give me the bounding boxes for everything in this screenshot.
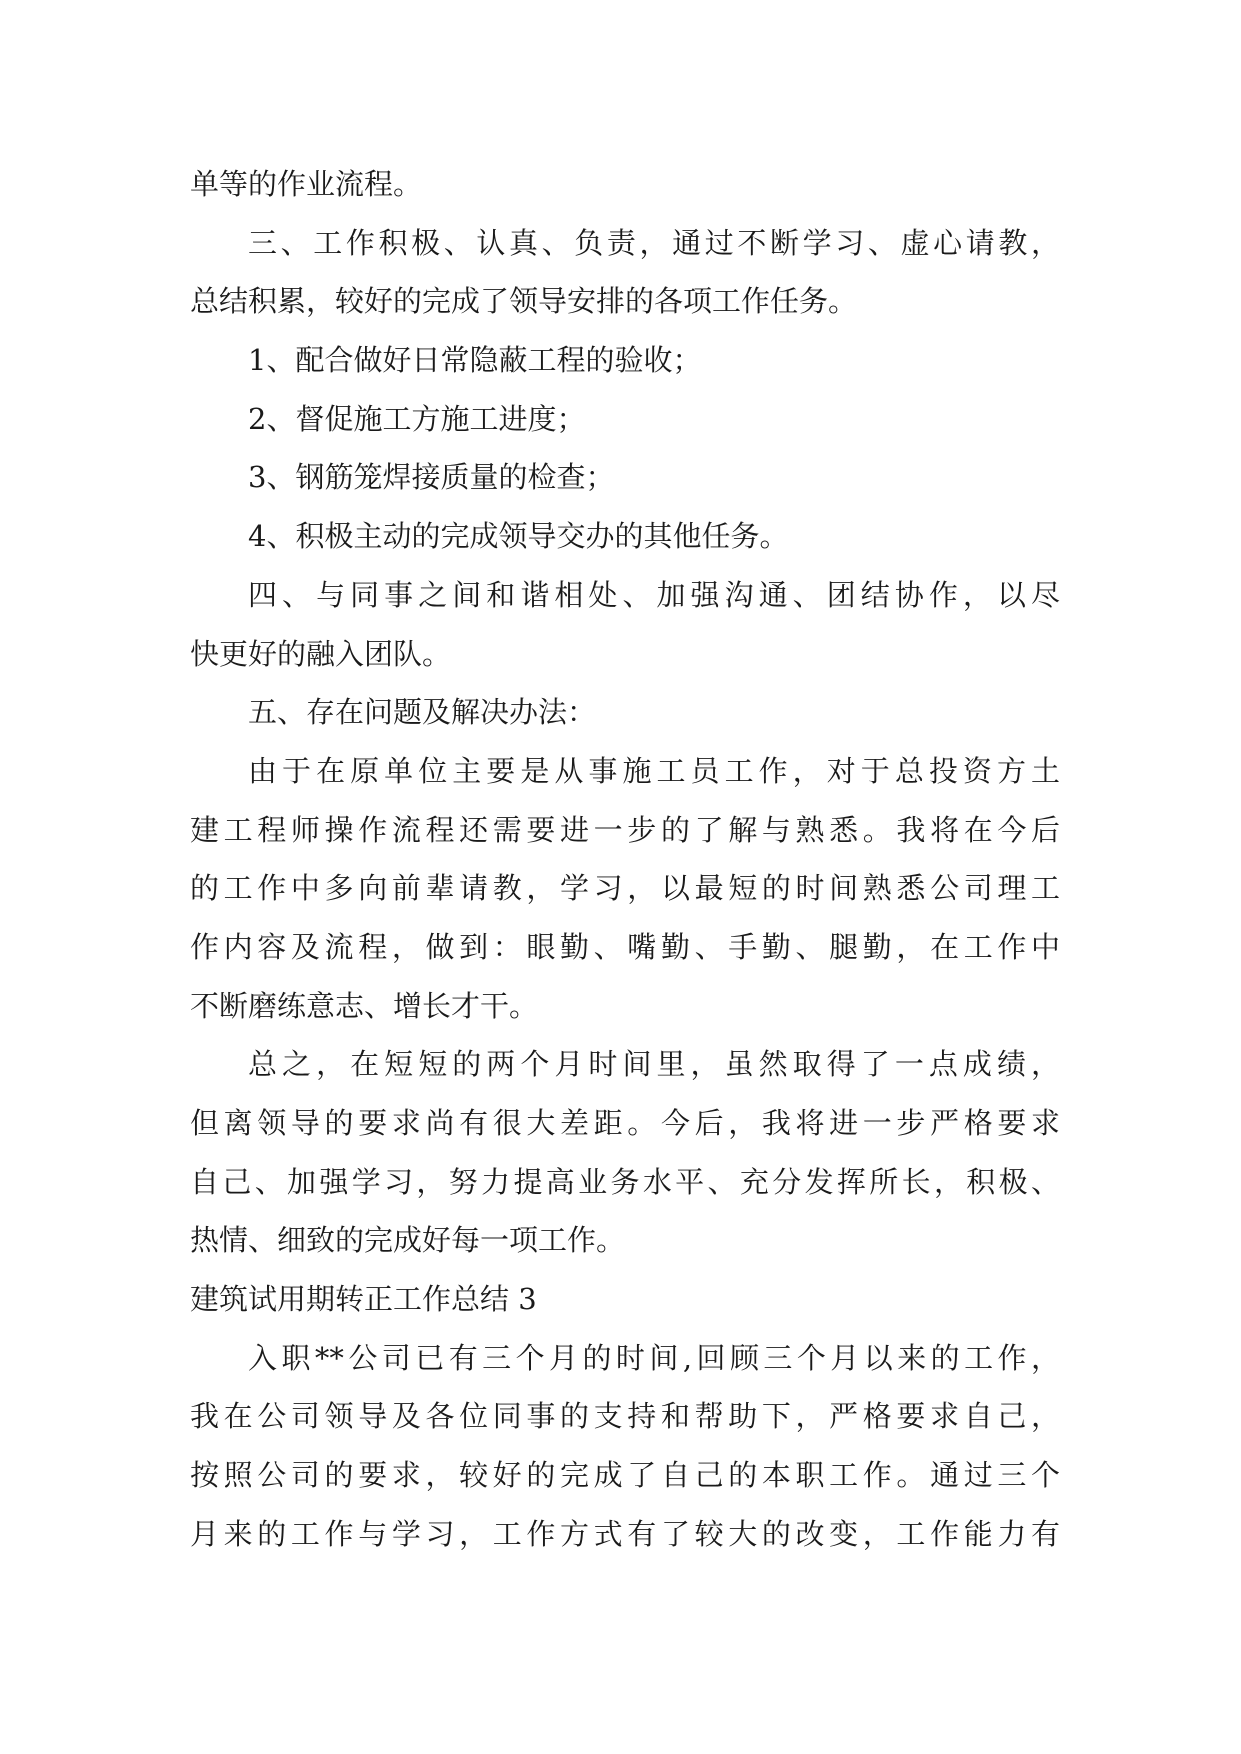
body-line: 作内容及流程，做到：眼勤、嘴勤、手勤、腿勤，在工作中 bbox=[190, 929, 1060, 964]
document-body bbox=[190, 155, 1060, 1564]
body-line: 月来的工作与学习，工作方式有了较大的改变，工作能力有 bbox=[190, 1516, 1060, 1551]
body-line: 的工作中多向前辈请教，学习，以最短的时间熟悉公司理工 bbox=[190, 871, 1060, 906]
body-line: 建工程师操作流程还需要进一步的了解与熟悉。我将在今后 bbox=[190, 812, 1060, 847]
body-line: 由于在原单位主要是从事施工员工作，对于总投资方土 bbox=[248, 753, 1060, 788]
body-line: 三、工作积极、认真、负责，通过不断学习、虚心请教， bbox=[248, 225, 1060, 260]
list-item: 2、督促施工方施工进度； bbox=[248, 401, 586, 436]
body-line: 自己、加强学习，努力提高业务水平、充分发挥所长，积极、 bbox=[190, 1164, 1060, 1199]
body-line: 总之，在短短的两个月时间里，虽然取得了一点成绩， bbox=[248, 1047, 1060, 1082]
body-line: 快更好的融入团队。 bbox=[190, 636, 452, 671]
list-item: 3、钢筋笼焊接质量的检查； bbox=[248, 460, 615, 495]
list-item: 4、积极主动的完成领导交办的其他任务。 bbox=[248, 519, 789, 554]
body-line: 但离领导的要求尚有很大差距。今后，我将进一步严格要求 bbox=[190, 1106, 1060, 1140]
body-line: 我在公司领导及各位同事的支持和帮助下，严格要求自己， bbox=[190, 1399, 1060, 1434]
body-line: 单等的作业流程。 bbox=[190, 167, 423, 201]
body-line: 热情、细致的完成好每一项工作。 bbox=[190, 1223, 626, 1258]
list-item: 1、配合做好日常隐蔽工程的验收； bbox=[248, 343, 702, 378]
section-heading: 五、存在问题及解决办法： bbox=[248, 695, 597, 730]
body-line: 按照公司的要求，较好的完成了自己的本职工作。通过三个 bbox=[190, 1458, 1060, 1493]
body-line: 不断磨练意志、增长才干。 bbox=[190, 988, 539, 1023]
body-line: 总结积累，较好的完成了领导安排的各项工作任务。 bbox=[190, 284, 858, 319]
body-line: 四、与同事之间和谐相处、加强沟通、团结协作，以尽 bbox=[248, 577, 1060, 612]
document-heading: 建筑试用期转正工作总结 3 bbox=[190, 1282, 537, 1317]
body-line: 入职**公司已有三个月的时间,回顾三个月以来的工作， bbox=[248, 1340, 1060, 1375]
